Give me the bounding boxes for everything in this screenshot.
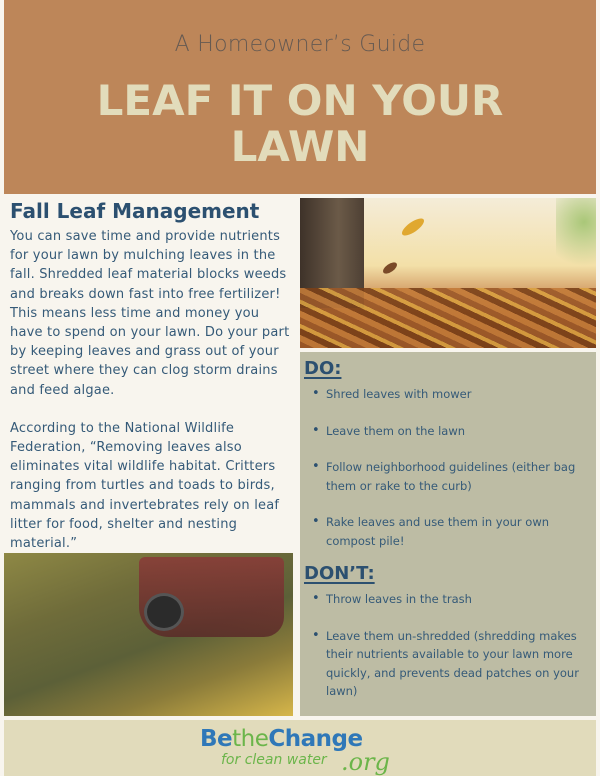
falling-leaf-shape xyxy=(381,260,399,276)
logo-be: Be xyxy=(200,726,233,752)
page-title xyxy=(4,78,596,170)
fall-leaf-management-section xyxy=(8,198,294,553)
logo-the: the xyxy=(232,726,269,752)
bethechange-logo xyxy=(200,726,420,774)
logo-tagline: for clean water xyxy=(221,752,327,768)
lawn-mower-photo xyxy=(4,553,293,716)
dont-item: • Throw leaves in the trash xyxy=(326,590,596,609)
background-foliage-shape xyxy=(556,198,596,278)
falling-leaf-shape xyxy=(399,215,426,238)
dont-heading: DON’T: xyxy=(304,563,375,584)
intro-paragraph: You can save time and provide nutrients for your lawn by mulching leaves in the fall. Shredded leaf material blocks weeds and breaks down fast into free fertilizer! This means less time and money you have to spend on your lawn. Do your part by keeping leaves and grass out of your street where they can clog storm drains and feed algae. xyxy=(10,229,290,398)
do-heading: DO: xyxy=(304,358,342,379)
mower-wheel-shape xyxy=(144,593,184,631)
dont-item: • Leave them un-shredded (shredding makes their nutrients available to your lawn more quickly, and prevents dead patches on your lawn) xyxy=(326,627,596,701)
header-banner xyxy=(4,0,596,194)
do-dont-box xyxy=(300,352,596,716)
subtitle: A Homeowner’s Guide xyxy=(174,32,426,57)
quote-paragraph: According to the National Wildlife Federation, “Removing leaves also eliminates vital wildlife habitat. Critters ranging from turtles and toads to birds, mammals and invertebrates rely on leaf litter for food, shelter and nesting material.” xyxy=(10,420,280,552)
logo-change: Change xyxy=(268,726,363,752)
section-title: Fall Leaf Management xyxy=(10,199,260,223)
do-item: • Shred leaves with mower xyxy=(326,385,596,404)
do-item: • Rake leaves and use them in your own compost pile! xyxy=(326,513,596,550)
do-list xyxy=(300,385,596,550)
autumn-leaves-photo xyxy=(300,198,596,348)
title-line-2: LAWN xyxy=(230,122,370,171)
logo-org: .org xyxy=(341,748,390,776)
dont-list xyxy=(300,590,596,701)
footer xyxy=(4,720,596,776)
title-line-1: LEAF IT ON YOUR xyxy=(96,76,504,125)
do-item: • Leave them on the lawn xyxy=(326,422,596,441)
leaf-pile-shape xyxy=(300,288,596,348)
do-item: • Follow neighborhood guidelines (either bag them or rake to the curb) xyxy=(326,458,596,495)
